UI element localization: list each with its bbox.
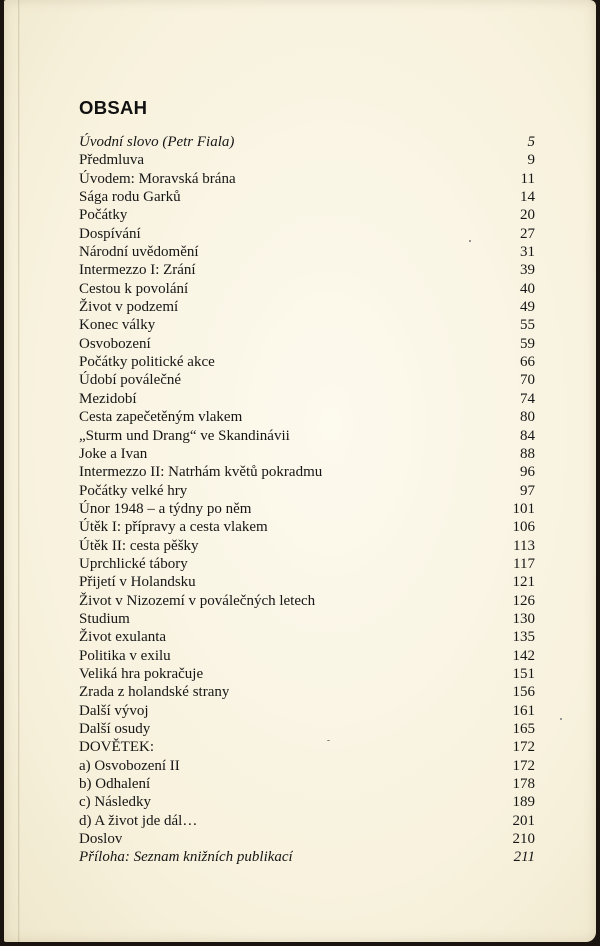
toc-entry-page-number: 14	[520, 189, 535, 206]
toc-entry-page-number: 172	[512, 757, 535, 774]
toc-entry	[79, 445, 535, 463]
toc-entry-page-number: 55	[520, 317, 535, 334]
toc-entry-page-number: 113	[513, 537, 535, 554]
paper-speck	[560, 718, 562, 720]
toc-entry-title: Osvobození	[79, 335, 151, 352]
toc-entry	[79, 188, 535, 206]
toc-entry-title: Uprchlické tábory	[79, 555, 188, 572]
toc-entry	[79, 151, 535, 169]
toc-entry	[79, 298, 535, 316]
toc-entry-title: Národní uvědomění	[79, 244, 199, 261]
toc-entry-page-number: 88	[520, 445, 535, 462]
toc-entry-page-number: 9	[527, 152, 535, 169]
toc-entry-title: c) Následky	[79, 794, 152, 811]
toc-entry-page-number: 20	[520, 207, 535, 224]
toc-entry	[79, 555, 535, 573]
toc-entry-title: Zrada z holandské strany	[79, 684, 230, 701]
toc-entry-title: d) A život jde dál…	[79, 812, 198, 829]
toc-entry	[79, 647, 535, 665]
toc-entry-title: Útěk II: cesta pěšky	[79, 537, 199, 554]
toc-entry-page-number: 151	[512, 665, 535, 682]
toc-entry-title: Veliká hra pokračuje	[79, 665, 204, 682]
toc-entry	[79, 500, 535, 518]
toc-entry-page-number: 117	[513, 555, 535, 572]
toc-entry	[79, 408, 535, 426]
toc-entry-page-number: 165	[512, 721, 535, 737]
toc-entry-page-number: 5	[527, 134, 535, 150]
toc-entry-page-number: 201	[512, 812, 535, 829]
toc-entry	[79, 482, 535, 500]
toc-entry-page-number: 31	[520, 244, 535, 261]
toc-entry-title: Úvodem: Moravská brána	[79, 170, 236, 187]
toc-entry-title: a) Osvobození II	[79, 757, 180, 774]
toc-entry-title: Příloha: Seznam knižních publikací	[79, 849, 293, 866]
book-page	[4, 0, 596, 942]
toc-entry-title: Únor 1948 – a týdny po něm	[79, 500, 252, 517]
toc-entry	[79, 848, 535, 866]
toc-entry	[79, 738, 535, 756]
toc-entry-page-number: 27	[520, 225, 535, 242]
toc-entry	[79, 573, 535, 591]
toc-entry-page-number: 39	[520, 262, 535, 279]
toc-entry	[79, 206, 535, 224]
toc-entry-title: b) Odhalení	[79, 776, 151, 793]
toc-entry	[79, 518, 535, 536]
toc-entry-title: Další osudy	[79, 721, 151, 737]
toc-entry-title: Konec války	[79, 317, 156, 334]
toc-entry-title: Intermezzo I: Zrání	[79, 262, 196, 279]
toc-entry-title: Život v Nizozemí v poválečných letech	[79, 592, 316, 609]
toc-entry	[79, 610, 535, 628]
toc-entry	[79, 775, 535, 793]
toc-entry-title: Počátky	[79, 207, 128, 224]
toc-entry-title: Počátky velké hry	[79, 482, 188, 499]
toc-entry-page-number: 59	[520, 335, 535, 352]
toc-entry	[79, 390, 535, 408]
toc-entry-title: Mezidobí	[79, 390, 137, 407]
toc-entry	[79, 353, 535, 371]
toc-entry-page-number: 211	[513, 849, 535, 866]
toc-entry	[79, 830, 535, 848]
toc-entry-page-number: 74	[520, 390, 535, 407]
toc-entry	[79, 335, 535, 353]
toc-entry-title: Politika v exilu	[79, 647, 171, 664]
toc-entry-page-number: 156	[512, 684, 535, 701]
toc-entry	[79, 537, 535, 555]
toc-entry-title: Cestou k povolání	[79, 280, 189, 297]
toc-entry	[79, 757, 535, 775]
toc-entry-title: Joke a Ivan	[79, 445, 148, 462]
toc-entry-title: Útěk I: přípravy a cesta vlakem	[79, 519, 268, 536]
toc-entry	[79, 628, 535, 646]
toc-entry-page-number: 84	[520, 427, 535, 444]
toc-entry	[79, 720, 535, 738]
toc-entry-title: Život v podzemí	[79, 299, 179, 316]
toc-entry-page-number: 11	[520, 170, 535, 187]
toc-entry	[79, 665, 535, 683]
toc-entry-page-number: 142	[512, 647, 535, 664]
toc-entry-title: Předmluva	[79, 152, 144, 169]
toc-entry-page-number: 40	[520, 280, 535, 297]
toc-entry-title: Doslov	[79, 831, 123, 848]
toc-entry	[79, 427, 535, 445]
toc-entry	[79, 243, 535, 261]
toc-entry	[79, 702, 535, 720]
toc-entry-page-number: 80	[520, 409, 535, 426]
toc-entry-page-number: 130	[512, 610, 535, 627]
toc-entry	[79, 133, 535, 151]
toc-entry	[79, 812, 535, 830]
toc-entry	[79, 316, 535, 334]
toc-entry	[79, 463, 535, 481]
toc-entry-page-number: 135	[512, 629, 535, 646]
paper-speck	[469, 240, 471, 242]
page-crease	[18, 0, 20, 942]
toc-entry	[79, 793, 535, 811]
toc-entry-title: Život exulanta	[79, 629, 167, 646]
toc-entry-page-number: 49	[520, 299, 535, 316]
toc-entry	[79, 261, 535, 279]
toc-entry-title: Přijetí v Holandsku	[79, 574, 196, 591]
toc-entry-title: DOVĚTEK:	[79, 739, 154, 756]
toc-entry-page-number: 66	[520, 354, 535, 371]
toc-entry-title: Údobí poválečné	[79, 372, 182, 389]
toc-entry-page-number: 101	[512, 500, 535, 517]
toc-entry-title: Sága rodu Garků	[79, 189, 181, 206]
toc-entry-page-number: 70	[520, 372, 535, 389]
page-title: OBSAH	[79, 97, 148, 118]
toc-entry-page-number: 126	[512, 592, 535, 609]
toc-entry	[79, 592, 535, 610]
toc-entry-title: Úvodní slovo (Petr Fiala)	[79, 134, 235, 150]
toc-entry-title: „Sturm und Drang“ ve Skandinávii	[79, 427, 290, 444]
toc-entry-title: Další vývoj	[79, 702, 149, 719]
toc-entry-page-number: 106	[512, 519, 535, 536]
toc-entry-title: Dospívání	[79, 225, 141, 242]
toc-entry	[79, 371, 535, 389]
toc-entry-page-number: 210	[512, 831, 535, 848]
toc-entry-title: Počátky politické akce	[79, 354, 215, 371]
toc-entry-title: Intermezzo II: Natrhám květů pokradmu	[79, 464, 323, 481]
toc-entry	[79, 225, 535, 243]
toc-entry-page-number: 161	[512, 702, 535, 719]
paper-speck	[327, 740, 330, 741]
table-of-contents	[79, 133, 535, 867]
toc-entry-page-number: 96	[520, 464, 535, 481]
toc-entry	[79, 280, 535, 298]
toc-entry	[79, 683, 535, 701]
toc-entry	[79, 170, 535, 188]
toc-entry-page-number: 178	[512, 776, 535, 793]
toc-entry-page-number: 189	[512, 794, 535, 811]
toc-entry-page-number: 172	[512, 739, 535, 756]
toc-entry-page-number: 97	[520, 482, 535, 499]
toc-entry-title: Studium	[79, 610, 130, 627]
toc-entry-page-number: 121	[512, 574, 535, 591]
toc-entry-title: Cesta zapečetěným vlakem	[79, 409, 243, 426]
